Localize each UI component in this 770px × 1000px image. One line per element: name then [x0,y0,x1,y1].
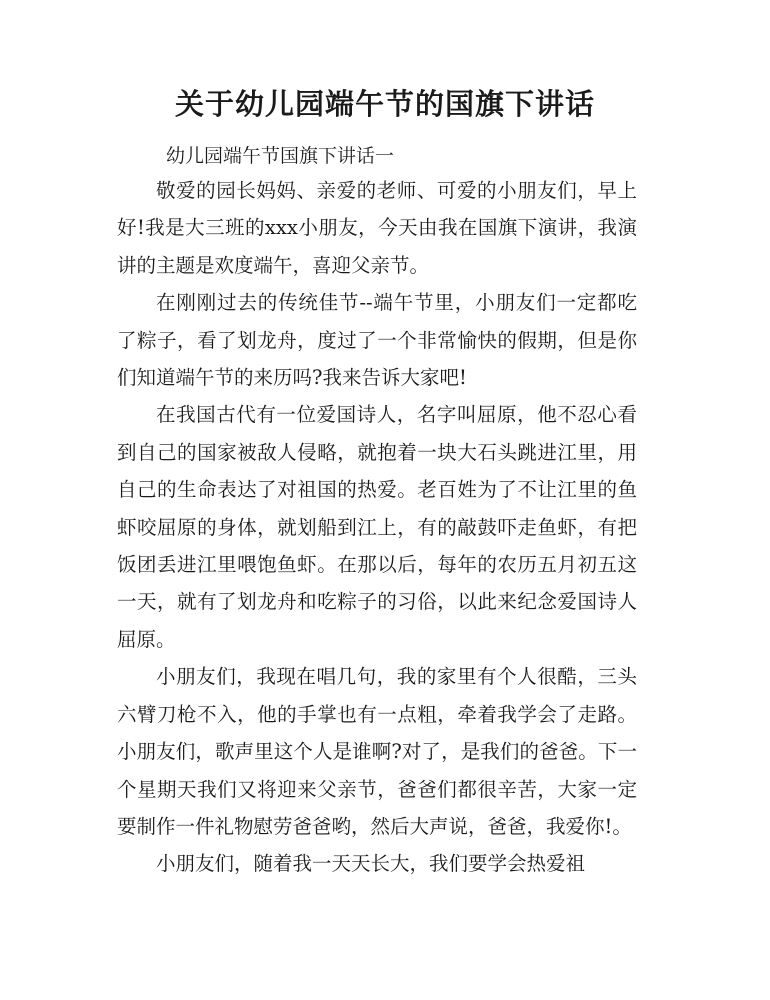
document-title: 关于幼儿园端午节的国旗下讲话 [174,87,595,121]
paragraph-dragon-boat-intro: 在刚刚过去的传统佳节--端午节里，小朋友们一定都吃了粽子，看了划龙舟，度过了一个非常愉快的假期，但是你们知道端午节的来历吗?我来告诉大家吧! [117,291,637,390]
paragraph-greeting: 敬爱的园长妈妈、亲爱的老师、可爱的小朋友们，早上好!我是大三班的xxx小朋友，今天由我在国旗下演讲，我演讲的主题是欢度端午，喜迎父亲节。 [117,179,637,277]
document-body [117,172,637,883]
document-subtitle: 幼儿园端午节国旗下讲话一 [166,145,395,167]
paragraph-closing-partial: 小朋友们，随着我一天天长大，我们要学会热爱祖 [156,852,586,876]
paragraph-qu-yuan-story: 在我国古代有一位爱国诗人，名字叫屈原，他不忍心看到自己的国家被敌人侵略，就抱着一块大石头跳进江里，用自己的生命表达了对祖国的热爱。老百姓为了不让江里的鱼虾咬屈原的身体，就划船到江上，有的敲鼓吓走鱼虾，有把饭团丢进江里喂饱鱼虾。在那以后，每年的农历五月初五这一天，就有了划龙舟和吃粽子的习俗，以此来纪念爱国诗人屈原。 [117,403,637,651]
paragraph-fathers-day: 小朋友们，我现在唱几句，我的家里有个人很酷，三头六臂刀枪不入，他的手掌也有一点粗，牵着我学会了走路。小朋友们，歌声里这个人是谁啊?对了，是我们的爸爸。下一个星期天我们又将迎来父亲节，爸爸们都很辛苦，大家一定要制作一件礼物慰劳爸爸哟，然后大声说，爸爸，我爱你!。 [117,665,637,838]
